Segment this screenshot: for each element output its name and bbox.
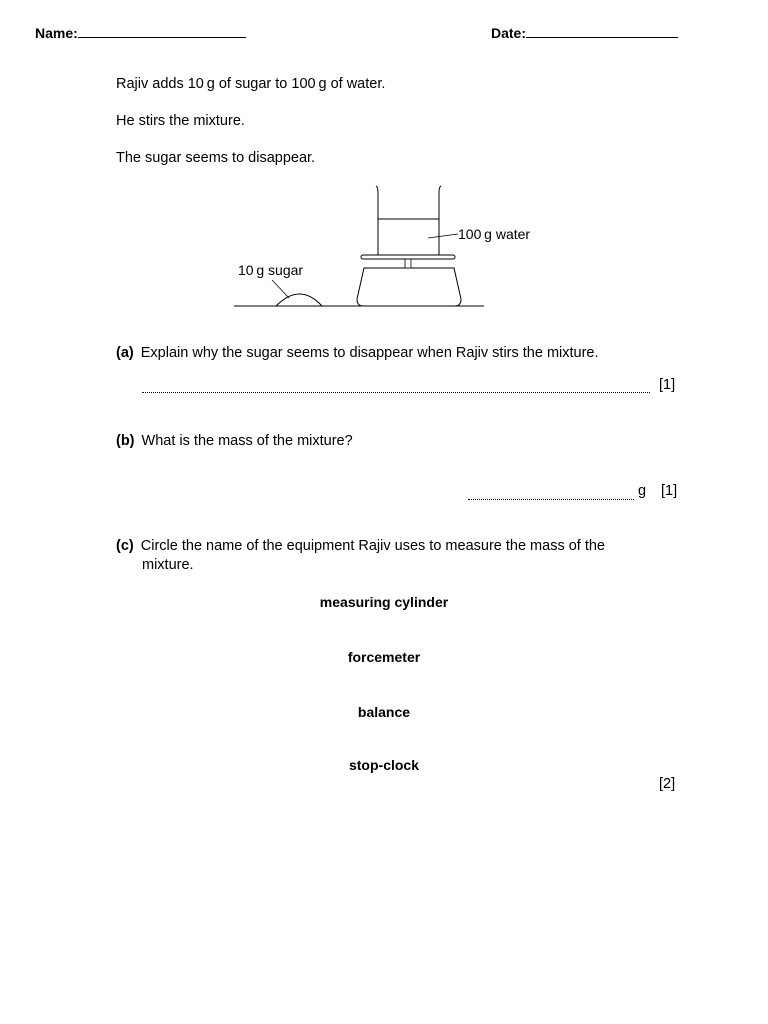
question-c-text-line2: mixture.: [142, 557, 194, 573]
sugar-leader-line: [272, 280, 289, 298]
question-b-text: What is the mass of the mixture?: [141, 433, 353, 449]
balance-diagram: [0, 0, 768, 330]
question-c-text-line1: Circle the name of the equipment Rajiv uses to measure the mass of the: [140, 538, 605, 554]
option-measuring-cylinder[interactable]: measuring cylinder: [319, 594, 449, 610]
balance-pan: [361, 255, 455, 259]
question-a: [116, 345, 599, 361]
balance-stem: [405, 259, 411, 268]
question-c: [116, 538, 605, 554]
intro-line-1: Rajiv adds 10 g of sugar to 100 g of water.: [116, 76, 386, 92]
question-b-marks: [1]: [661, 483, 678, 499]
question-c-marks: [2]: [659, 776, 676, 792]
question-b-unit: g: [638, 483, 647, 499]
intro-line-2: He stirs the mixture.: [116, 113, 245, 129]
question-a-text: Explain why the sugar seems to disappear when Rajiv stirs the mixture.: [140, 345, 599, 361]
question-a-label: (a): [116, 345, 134, 361]
question-a-marks: [1]: [659, 377, 676, 393]
intro-line-3: The sugar seems to disappear.: [116, 150, 316, 166]
water-leader-line: [428, 234, 458, 238]
water-label: 100 g water: [458, 226, 531, 242]
option-balance[interactable]: balance: [357, 704, 411, 720]
answer-b-line[interactable]: [468, 499, 634, 500]
date-label: Date:: [491, 25, 527, 41]
name-label: Name:: [35, 25, 78, 41]
question-b: [116, 433, 353, 449]
answer-a-line[interactable]: [142, 392, 650, 393]
balance-body: [357, 268, 461, 306]
option-stop-clock[interactable]: stop-clock: [348, 757, 419, 773]
question-b-label: (b): [116, 433, 135, 449]
option-forcemeter[interactable]: forcemeter: [347, 649, 421, 665]
sugar-label: 10 g sugar: [238, 262, 304, 278]
beaker: [376, 186, 441, 255]
sugar-pile: [276, 294, 322, 306]
question-c-label: (c): [116, 538, 134, 554]
